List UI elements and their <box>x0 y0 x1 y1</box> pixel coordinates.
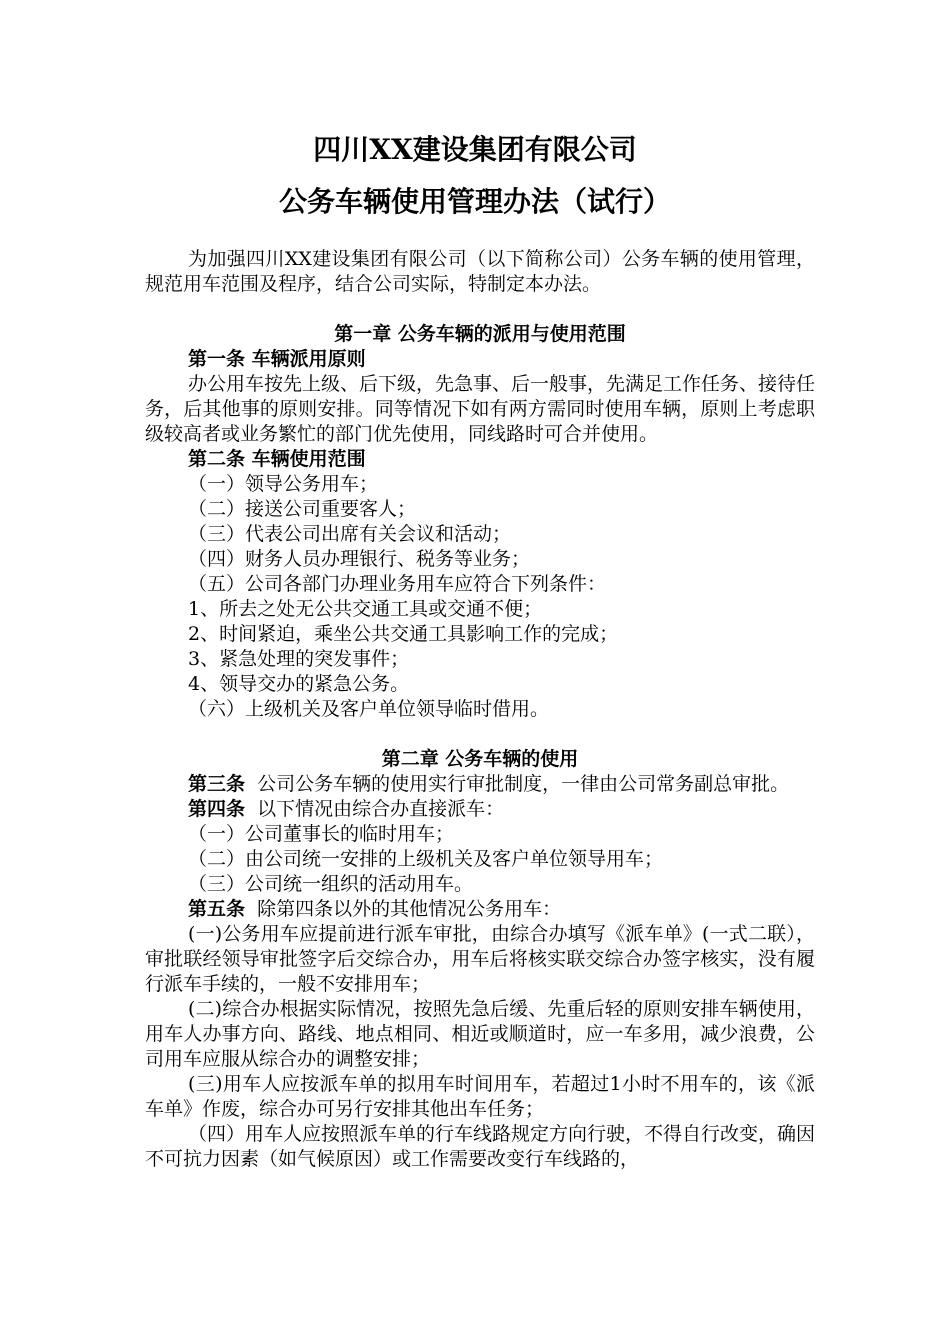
document-title: 公务车辆使用管理办法（试行） <box>278 185 671 218</box>
article5-clause: (二)综合办根据实际情况，按照先急后缓、先重后轻的原则安排车辆使用，用车人办事方向、路线、地点相同、相近或顺道时，应一车多用，减少浪费，公司用车应服从综合办的调整安排； <box>145 998 815 1070</box>
article5-paragraph <box>145 897 815 922</box>
article2-item: 1、所去之处无公共交通工具或交通不便； <box>188 598 543 620</box>
article5-label: 第五条 <box>188 898 246 920</box>
article2-item: 4、领导交办的紧急公务。 <box>188 673 410 695</box>
article3-text: 公司公务车辆的使用实行审批制度，一律由公司常务副总审批。 <box>257 773 790 795</box>
article2-item: 2、时间紧迫，乘坐公共交通工具影响工作的完成； <box>188 623 619 645</box>
article1-text: 办公用车按先上级、后下级，先急事、后一般事，先满足工作任务、接待任务，后其他事的原则安排。同等情况下如有两方需同时使用车辆，原则上考虑职级较高者或业务繁忙的部门优先使用，同线路时可合并使用。 <box>145 373 816 445</box>
article5-clause: （四）用车人应按照派车单的行车线路规定方向行驶，不得自行改变，确因不可抗力因素（如气候原因）或工作需要改变行车线路的， <box>145 1123 816 1170</box>
spacer <box>145 297 815 322</box>
article4-item: （二）由公司统一安排的上级机关及客户单位领导用车； <box>188 848 664 870</box>
article4-item: （一）公司董事长的临时用车； <box>188 823 455 845</box>
article1-heading: 第一条 车辆派用原则 <box>188 348 366 370</box>
article2-item: （六）上级机关及客户单位领导临时借用。 <box>188 698 550 720</box>
chapter2-heading: 第二章 公务车辆的使用 <box>381 748 579 770</box>
article2-item: （五）公司各部门办理业务用车应符合下列条件： <box>188 573 607 595</box>
chapter1-heading: 第一章 公务车辆的派用与使用范围 <box>334 323 626 345</box>
intro-paragraph: 为加强四川XX建设集团有限公司（以下简称公司）公务车辆的使用管理，规范用车范围及程序，结合公司实际，特制定本办法。 <box>145 248 815 295</box>
article2-item: （二）接送公司重要客人； <box>188 498 417 520</box>
article4-paragraph <box>145 797 815 822</box>
article4-item: （三）公司统一组织的活动用车。 <box>188 873 474 895</box>
document-body <box>145 247 815 1172</box>
article5-clause: (三)用车人应按派车单的拟用车时间用车，若超过1小时不用车的，该《派车单》作废，综合办可另行安排其他出车任务； <box>145 1073 815 1120</box>
article3-paragraph <box>145 772 815 797</box>
article3-label: 第三条 <box>188 773 246 795</box>
article2-item: （四）财务人员办理银行、税务等业务； <box>188 548 531 570</box>
article2-heading: 第二条 车辆使用范围 <box>188 448 366 470</box>
article4-label: 第四条 <box>188 798 246 820</box>
article5-clause: (一)公务用车应提前进行派车审批，由综合办填写《派车单》(一式二联），审批联经领导审批签字后交综合办，用车后将核实联交综合办签字核实，没有履行派车手续的，一般不安排用车； <box>145 923 815 995</box>
company-title: 四川XX建设集团有限公司 <box>313 133 637 166</box>
article2-item: （三）代表公司出席有关会议和活动； <box>188 523 512 545</box>
spacer <box>145 722 815 747</box>
article4-text: 以下情况由综合办直接派车： <box>257 798 505 820</box>
article2-item: 3、紧急处理的突发事件； <box>188 648 410 670</box>
article2-item: （一）领导公务用车； <box>188 473 379 495</box>
article5-text: 除第四条以外的其他情况公务用车： <box>257 898 562 920</box>
